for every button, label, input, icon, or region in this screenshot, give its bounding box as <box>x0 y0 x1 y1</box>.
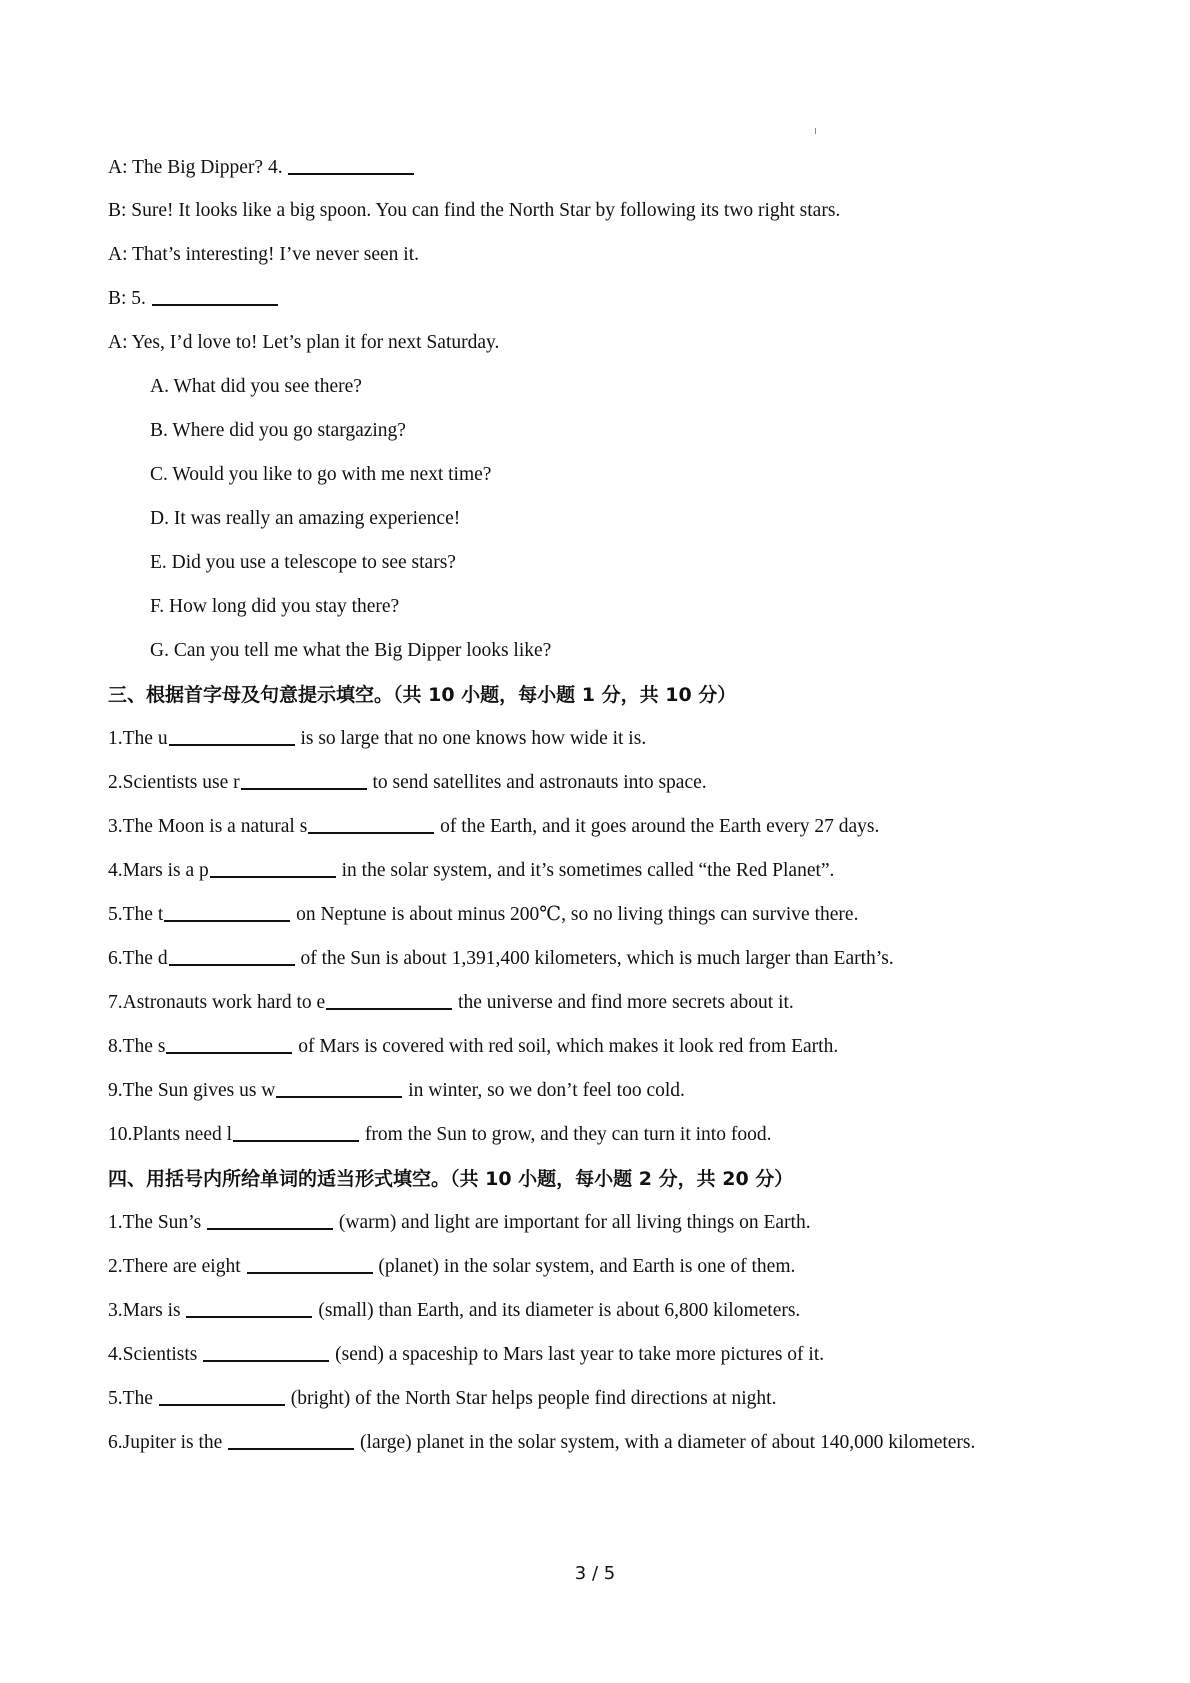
answer-blank <box>210 858 336 878</box>
question-item: 3.The Moon is a natural s of the Earth, and it goes around the Earth every 27 days. <box>108 816 880 837</box>
question-item: 1.The u is so large that no one knows how wide it is. <box>108 728 647 749</box>
dialogue-line: A: Yes, I’d love to! Let’s plan it for next Saturday. <box>108 332 500 353</box>
question-item: 6.Jupiter is the (large) planet in the solar system, with a diameter of about 140,000 kilometers. <box>108 1432 976 1453</box>
answer-blank <box>288 155 414 175</box>
dialogue-line: A: The Big Dipper? 4. <box>108 155 415 181</box>
answer-blank <box>233 1122 359 1142</box>
answer-blank <box>207 1210 333 1230</box>
question-item: 4.Mars is a p in the solar system, and it’s sometimes called “the Red Planet”. <box>108 860 835 881</box>
dialogue-line: B: Sure! It looks like a big spoon. You can find the North Star by following its two right stars. <box>108 200 841 221</box>
answer-blank <box>159 1386 285 1406</box>
question-item: 9.The Sun gives us w in winter, so we don’t feel too cold. <box>108 1080 685 1101</box>
answer-blank <box>164 902 290 922</box>
answer-blank <box>152 286 278 306</box>
question-item: 5.The (bright) of the North Star helps people find directions at night. <box>108 1388 777 1409</box>
question-item: 6.The d of the Sun is about 1,391,400 kilometers, which is much larger than Earth’s. <box>108 948 894 969</box>
option-item: B. Where did you go stargazing? <box>150 420 406 441</box>
option-item: A. What did you see there? <box>150 376 362 397</box>
option-item: D. It was really an amazing experience! <box>150 508 461 529</box>
section-heading: 三、根据首字母及句意提示填空。（共 10 小题，每小题 1 分，共 10 分） <box>108 684 737 706</box>
answer-blank <box>186 1298 312 1318</box>
dialogue-line: A: That’s interesting! I’ve never seen it. <box>108 244 420 265</box>
answer-blank <box>166 1034 292 1054</box>
option-item: G. Can you tell me what the Big Dipper looks like? <box>150 640 552 661</box>
option-item: E. Did you use a telescope to see stars? <box>150 552 456 573</box>
question-item: 7.Astronauts work hard to e the universe and find more secrets about it. <box>108 992 794 1013</box>
question-item: 5.The t on Neptune is about minus 200℃, so no living things can survive there. <box>108 904 859 925</box>
answer-blank <box>241 770 367 790</box>
question-item: 10.Plants need l from the Sun to grow, and they can turn it into food. <box>108 1124 772 1145</box>
question-item: 3.Mars is (small) than Earth, and its diameter is about 6,800 kilometers. <box>108 1300 801 1321</box>
option-item: F. How long did you stay there? <box>150 596 400 617</box>
dialogue-line: B: 5. <box>108 286 279 312</box>
question-item: 8.The s of Mars is covered with red soil, which makes it look red from Earth. <box>108 1036 839 1057</box>
question-item: 1.The Sun’s (warm) and light are important for all living things on Earth. <box>108 1212 811 1233</box>
answer-blank <box>308 814 434 834</box>
answer-blank <box>228 1430 354 1450</box>
question-item: 4.Scientists (send) a spaceship to Mars last year to take more pictures of it. <box>108 1344 825 1365</box>
section-heading: 四、用括号内所给单词的适当形式填空。（共 10 小题，每小题 2 分，共 20 分） <box>108 1168 794 1190</box>
option-item: C. Would you like to go with me next time? <box>150 464 492 485</box>
answer-blank <box>247 1254 373 1274</box>
question-item: 2.There are eight (planet) in the solar system, and Earth is one of them. <box>108 1256 796 1277</box>
answer-blank <box>276 1078 402 1098</box>
answer-blank <box>169 946 295 966</box>
question-item: 2.Scientists use r to send satellites and astronauts into space. <box>108 772 707 793</box>
page-number: 3 / 5 <box>574 1563 616 1584</box>
answer-blank <box>326 990 452 1010</box>
answer-blank <box>169 726 295 746</box>
scan-mark <box>815 128 816 134</box>
answer-blank <box>203 1342 329 1362</box>
